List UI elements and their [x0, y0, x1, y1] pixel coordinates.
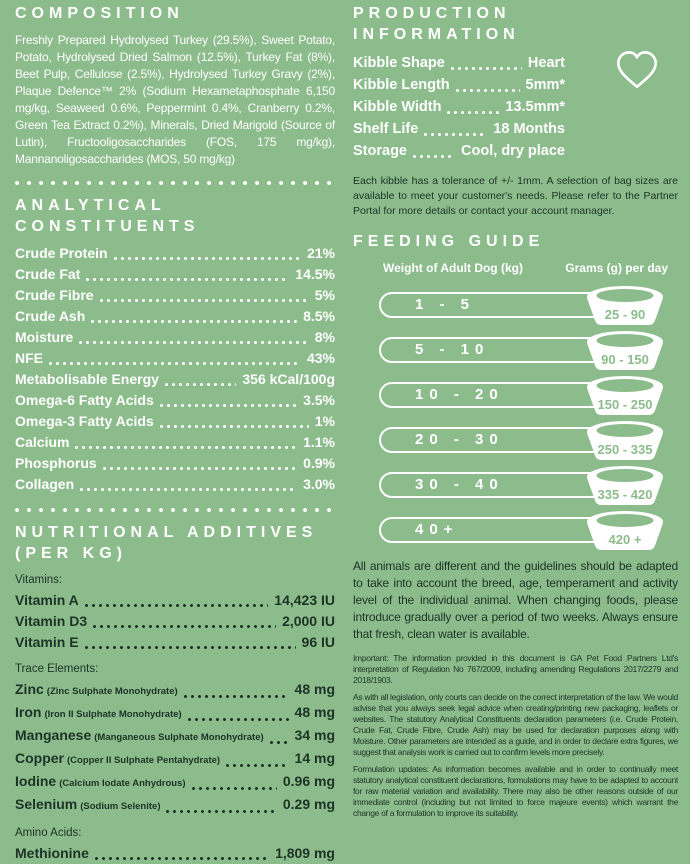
- row-label: Crude Fibre: [15, 287, 94, 303]
- svg-text:335 - 420: 335 - 420: [597, 487, 653, 502]
- dot-leader: [456, 89, 520, 92]
- dot-leader: [270, 741, 289, 744]
- dot-leader: [86, 278, 289, 281]
- additive-groups: [15, 574, 335, 864]
- dot-leader: [192, 787, 277, 790]
- leader-row: [15, 725, 335, 748]
- row-label: Metabolisable Energy: [15, 371, 159, 387]
- leader-row: [15, 702, 335, 725]
- row-label: Calcium: [15, 434, 70, 450]
- svg-text:420 +: 420 +: [608, 532, 642, 547]
- row-label: Iron (Iron II Sulphate Monohydrate): [15, 704, 182, 720]
- row-sublabel: (Copper II Sulphate Pentahydrate): [67, 755, 221, 766]
- dog-bowl-icon: [578, 330, 672, 370]
- row-value: 0.9%: [303, 455, 335, 471]
- leader-row: [15, 453, 335, 474]
- leader-row: [353, 52, 565, 74]
- dot-leader: [188, 718, 289, 721]
- dot-leader: [85, 604, 268, 607]
- row-label: Vitamin A: [15, 592, 79, 608]
- dot-leader: [165, 383, 236, 386]
- dog-bowl-icon: [578, 375, 672, 415]
- dot-leader: [413, 155, 455, 158]
- svg-text:25 - 90: 25 - 90: [604, 307, 646, 322]
- dot-leader: [100, 299, 309, 302]
- leader-row: [15, 411, 335, 432]
- row-label: Copper (Copper II Sulphate Pentahydrate): [15, 750, 221, 766]
- dot-leader: [49, 362, 301, 365]
- row-value: 34 mg: [294, 727, 335, 743]
- row-sublabel: (Sodium Selenite): [80, 801, 161, 812]
- dot-leader: [166, 810, 276, 813]
- dotted-divider: [15, 508, 335, 512]
- feeding-guide-rows: [353, 285, 678, 550]
- row-label: Methionine: [15, 845, 89, 861]
- production-heading: [353, 3, 678, 45]
- weight-range-pill: 1 - 5: [379, 292, 608, 318]
- row-value: 14.5%: [295, 266, 335, 282]
- dog-bowl-icon: [578, 420, 672, 460]
- dot-leader: [226, 764, 288, 767]
- composition-heading: COMPOSITION: [15, 5, 184, 22]
- feeding-guide-row: [353, 420, 678, 460]
- dot-leader: [160, 425, 309, 428]
- leader-row: [353, 96, 565, 118]
- row-value: 14,423 IU: [274, 592, 335, 608]
- svg-text:250 - 335: 250 - 335: [597, 442, 653, 457]
- leader-row: [15, 771, 335, 794]
- left-column: [0, 0, 335, 861]
- additives-heading-line1: NUTRITIONAL ADDITIVES: [15, 524, 318, 541]
- leader-row: [15, 748, 335, 771]
- row-label: Crude Protein: [15, 245, 108, 261]
- row-value: 18 Months: [493, 121, 565, 137]
- right-column: [335, 0, 690, 856]
- row-value: 3.0%: [303, 476, 335, 492]
- analytical-heading-line2: CONSTITUENTS: [15, 218, 200, 235]
- production-heading-line2: INFORMATION: [353, 26, 520, 43]
- dot-leader: [424, 133, 487, 136]
- row-label: Crude Ash: [15, 308, 86, 324]
- leader-row: [15, 264, 335, 285]
- leader-row: [15, 306, 335, 327]
- row-value: 1%: [314, 413, 335, 429]
- additives-heading: [15, 522, 335, 564]
- dog-bowl-icon: [578, 510, 672, 550]
- leader-row: [15, 679, 335, 702]
- row-value: 3.5%: [303, 392, 335, 408]
- weight-range-pill: 30 - 40: [379, 472, 608, 498]
- dot-leader: [91, 320, 297, 323]
- leader-row: [15, 348, 335, 369]
- row-value: Cool, dry place: [461, 143, 565, 159]
- feeding-guide-row: [353, 510, 678, 550]
- dot-leader: [85, 646, 296, 649]
- weight-range-pill: 40+: [379, 517, 608, 543]
- row-label: Kibble Width: [353, 99, 442, 115]
- leader-row: [15, 611, 335, 632]
- row-value: 5mm*: [525, 77, 565, 93]
- leader-row: [15, 285, 335, 306]
- analytical-heading-line1: ANALYTICAL: [15, 197, 166, 214]
- leader-row: [15, 843, 335, 864]
- dog-bowl-icon: [578, 285, 672, 325]
- leader-row: [15, 243, 335, 264]
- row-sublabel: (Calcium Iodate Anhydrous): [59, 778, 186, 789]
- leader-row: [15, 632, 335, 653]
- row-label: Phosphorus: [15, 455, 97, 471]
- row-label: Moisture: [15, 329, 74, 345]
- row-label: Vitamin E: [15, 634, 79, 650]
- row-value: Heart: [527, 55, 565, 71]
- production-note: Each kibble has a tolerance of +/- 1mm. A selection of bag sizes are available to meet your customer's needs. Please refer to the Partner Portal for more details or contact your account manager.: [353, 175, 678, 217]
- production-rows: [353, 52, 565, 162]
- row-value: 356 kCal/100g: [242, 371, 335, 387]
- row-value: 48 mg: [294, 704, 335, 720]
- leader-row: [15, 794, 335, 817]
- dot-leader: [451, 67, 522, 70]
- row-label: Kibble Shape: [353, 55, 445, 71]
- row-value: 13.5mm*: [505, 99, 565, 115]
- dot-leader: [114, 257, 301, 260]
- feeding-guide-note: All animals are different and the guidelines should be adapted to take into account the breed, age, temperament and activity level of the individual animal. When changing foods, please introduce gradually over a period of two weeks. Always ensure that fresh, clean water is available.: [353, 559, 678, 641]
- analytical-rows: [15, 243, 335, 495]
- row-value: 5%: [314, 287, 335, 303]
- leader-row: [15, 390, 335, 411]
- svg-text:150 - 250: 150 - 250: [597, 397, 653, 412]
- additive-group-title: Amino Acids:: [15, 827, 82, 839]
- row-label: Omega-6 Fatty Acids: [15, 392, 154, 408]
- additive-group-title: Trace Elements:: [15, 663, 99, 675]
- feeding-guide-row: [353, 330, 678, 370]
- leader-row: [353, 118, 565, 140]
- analytical-heading: [15, 195, 335, 237]
- dot-leader: [93, 625, 276, 628]
- feeding-col-weight-header: Weight of Adult Dog (kg): [383, 261, 523, 275]
- row-value: 0.96 mg: [282, 773, 335, 789]
- dot-leader: [103, 467, 297, 470]
- row-label: Crude Fat: [15, 266, 81, 282]
- svg-text:90 - 150: 90 - 150: [601, 352, 649, 367]
- leader-row: [15, 432, 335, 453]
- row-label: Omega-3 Fatty Acids: [15, 413, 154, 429]
- row-value: 14 mg: [294, 750, 335, 766]
- row-value: 48 mg: [294, 681, 335, 697]
- leader-row: [15, 474, 335, 495]
- row-label: Collagen: [15, 476, 75, 492]
- leader-row: [15, 327, 335, 348]
- row-sublabel: (Iron II Sulphate Monohydrate): [44, 709, 182, 720]
- row-label: Zinc (Zinc Sulphate Monohydrate): [15, 681, 178, 697]
- dog-bowl-icon: [578, 465, 672, 505]
- row-value: 8%: [314, 329, 335, 345]
- row-label: Vitamin D3: [15, 613, 88, 629]
- row-value: 43%: [306, 350, 335, 366]
- dotted-divider: [15, 181, 335, 185]
- leader-row: [353, 74, 565, 96]
- dot-leader: [447, 111, 499, 114]
- dot-leader: [160, 404, 297, 407]
- legal-important: Important: The information provided in this document is GA Pet Food Partners Ltd's interpretation of Regulation No 767/2009, including amending Regulations 2017/2279 and 2018/1903.: [353, 653, 678, 685]
- composition-body: Freshly Prepared Hydrolysed Turkey (29.5%), Sweet Potato, Potato, Hydrolysed Dried Salmon (12.5%), Turkey Fat (8%), Beet Pulp, Cellulose (2.5%), Hydrolysed Turkey Gravy (2%), Plaque Defence™ 2% (Sodium Hexametaphosphate 6,150 mg/kg, Seaweed 0.6%, Peppermint 0.4%, Cranberry 0.2%, Green Tea Extract 0.2%), Minerals, Dried Marigold (Source of Lutin), Fructooligosaccharides (FOS, 175 mg/kg), Mannanoligosaccharides (MOS, 50 mg/kg): [15, 33, 335, 166]
- row-label: Selenium (Sodium Selenite): [15, 796, 161, 812]
- row-sublabel: (Zinc Sulphate Monohydrate): [46, 686, 178, 697]
- feeding-guide-headers: [353, 261, 678, 275]
- leader-row: [353, 140, 565, 162]
- additive-group-title: Vitamins:: [15, 574, 63, 586]
- row-label: Shelf Life: [353, 121, 419, 137]
- row-value: 0.29 mg: [282, 796, 335, 812]
- leader-row: [15, 369, 335, 390]
- feeding-guide-row: [353, 465, 678, 505]
- leader-row: [15, 590, 335, 611]
- production-heading-line1: PRODUCTION: [353, 5, 511, 22]
- legal-legislation: As with all legislation, only courts can decide on the correct interpretation of the law. We would advise that you always seek legal advice when creating/printing new packaging, leaflets or websites. The statutory Analytical Constituents declaration parameters (i.e. Crude Protein, Crude Fat, Crude Fibre, Crude Ash) may be used for declaration purposes along with Moisture. Other parameters are intended as a guide, and in order to declare extra figures, we suggest that analysis work is carried out to confirm levels more precisely.: [353, 692, 678, 757]
- feeding-guide-row: [353, 285, 678, 325]
- dot-leader: [184, 695, 289, 698]
- legal-formulation: Formulation updates: As information becomes available and in order to continually meet statutory analytical constituent declarations, formulations may have to be adapted to account for raw material variation and availability. There may also be other reasons outside of our immediate control (including but not limited to force majeure events) which warrant the change of a formulation to improve its suitability.: [353, 764, 678, 818]
- weight-range-pill: 20 - 30: [379, 427, 608, 453]
- feeding-guide-heading: FEEDING GUIDE: [353, 233, 545, 250]
- row-label: Iodine (Calcium Iodate Anhydrous): [15, 773, 186, 789]
- additives-heading-line2: (PER KG): [15, 545, 127, 562]
- dot-leader: [79, 341, 308, 344]
- row-sublabel: (Manganeous Sulphate Monohydrate): [94, 732, 264, 743]
- row-label: Storage: [353, 143, 407, 159]
- weight-range-pill: 10 - 20: [379, 382, 608, 408]
- weight-range-pill: 5 - 10: [379, 337, 608, 363]
- dot-leader: [95, 857, 269, 860]
- row-label: Manganese (Manganeous Sulphate Monohydrate): [15, 727, 264, 743]
- row-value: 96 IU: [301, 634, 335, 650]
- feeding-col-grams-header: Grams (g) per day: [565, 261, 668, 275]
- heart-icon: [614, 48, 660, 95]
- row-value: 1,809 mg: [275, 845, 335, 861]
- row-value: 21%: [306, 245, 335, 261]
- feeding-guide-row: [353, 375, 678, 415]
- row-value: 1.1%: [303, 434, 335, 450]
- row-label: Kibble Length: [353, 77, 450, 93]
- row-value: 8.5%: [303, 308, 335, 324]
- dot-leader: [75, 446, 297, 449]
- dot-leader: [80, 488, 297, 491]
- row-label: NFE: [15, 350, 43, 366]
- row-value: 2,000 IU: [282, 613, 335, 629]
